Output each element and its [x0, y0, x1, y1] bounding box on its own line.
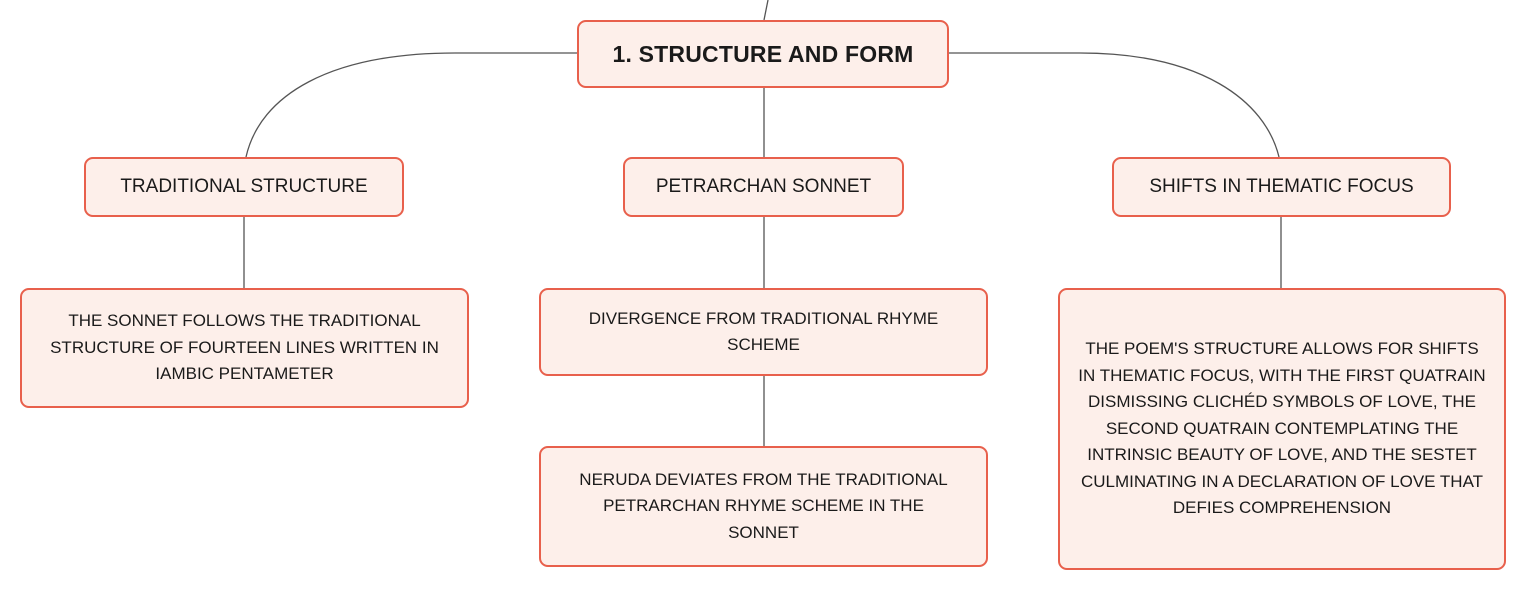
- node-neruda-deviates[interactable]: [539, 446, 988, 567]
- node-shifts-in-thematic-focus-label: SHIFTS IN THEMATIC FOCUS: [1149, 176, 1414, 197]
- root-node-label: 1. STRUCTURE AND FORM: [612, 40, 914, 67]
- node-shifts-in-thematic-focus[interactable]: [1112, 157, 1451, 217]
- node-traditional-structure[interactable]: [84, 157, 404, 217]
- node-thematic-focus-detail[interactable]: [1058, 288, 1506, 570]
- node-thematic-focus-detail-text: THE POEM'S STRUCTURE ALLOWS FOR SHIFTS IN THEMATIC FOCUS, WITH THE FIRST QUATRAIN DISMISSING CLICHÉD SYMBOLS OF LOVE, THE SECOND QUATRAIN CONTEMPLATING THE INTRINSIC BEAUTY OF LOVE, AND THE SESTET CULMINATING IN A DECLARATION OF LOVE THAT DEFIES COMPREHENSION: [1078, 339, 1486, 518]
- node-petrarchan-sonnet-label: PETRARCHAN SONNET: [655, 176, 872, 197]
- connector-parent-to-root: [764, 0, 768, 20]
- root-node[interactable]: [577, 20, 949, 88]
- node-traditional-structure-detail[interactable]: [20, 288, 469, 408]
- connector-root-to-traditional-structure: [246, 53, 577, 157]
- node-neruda-deviates-text: NERUDA DEVIATES FROM THE TRADITIONAL PETRARCHAN RHYME SCHEME IN THE SONNET: [579, 469, 948, 542]
- node-divergence-rhyme-scheme[interactable]: [539, 288, 988, 376]
- node-petrarchan-sonnet[interactable]: [623, 157, 904, 217]
- node-divergence-rhyme-scheme-text: DIVERGENCE FROM TRADITIONAL RHYME SCHEME: [588, 308, 939, 354]
- node-traditional-structure-label: TRADITIONAL STRUCTURE: [120, 176, 368, 197]
- connector-root-to-shifts-in-thematic-focus: [949, 53, 1279, 157]
- node-traditional-structure-detail-text: THE SONNET FOLLOWS THE TRADITIONAL STRUCTURE OF FOURTEEN LINES WRITTEN IN IAMBIC PENTAMETER: [50, 311, 439, 384]
